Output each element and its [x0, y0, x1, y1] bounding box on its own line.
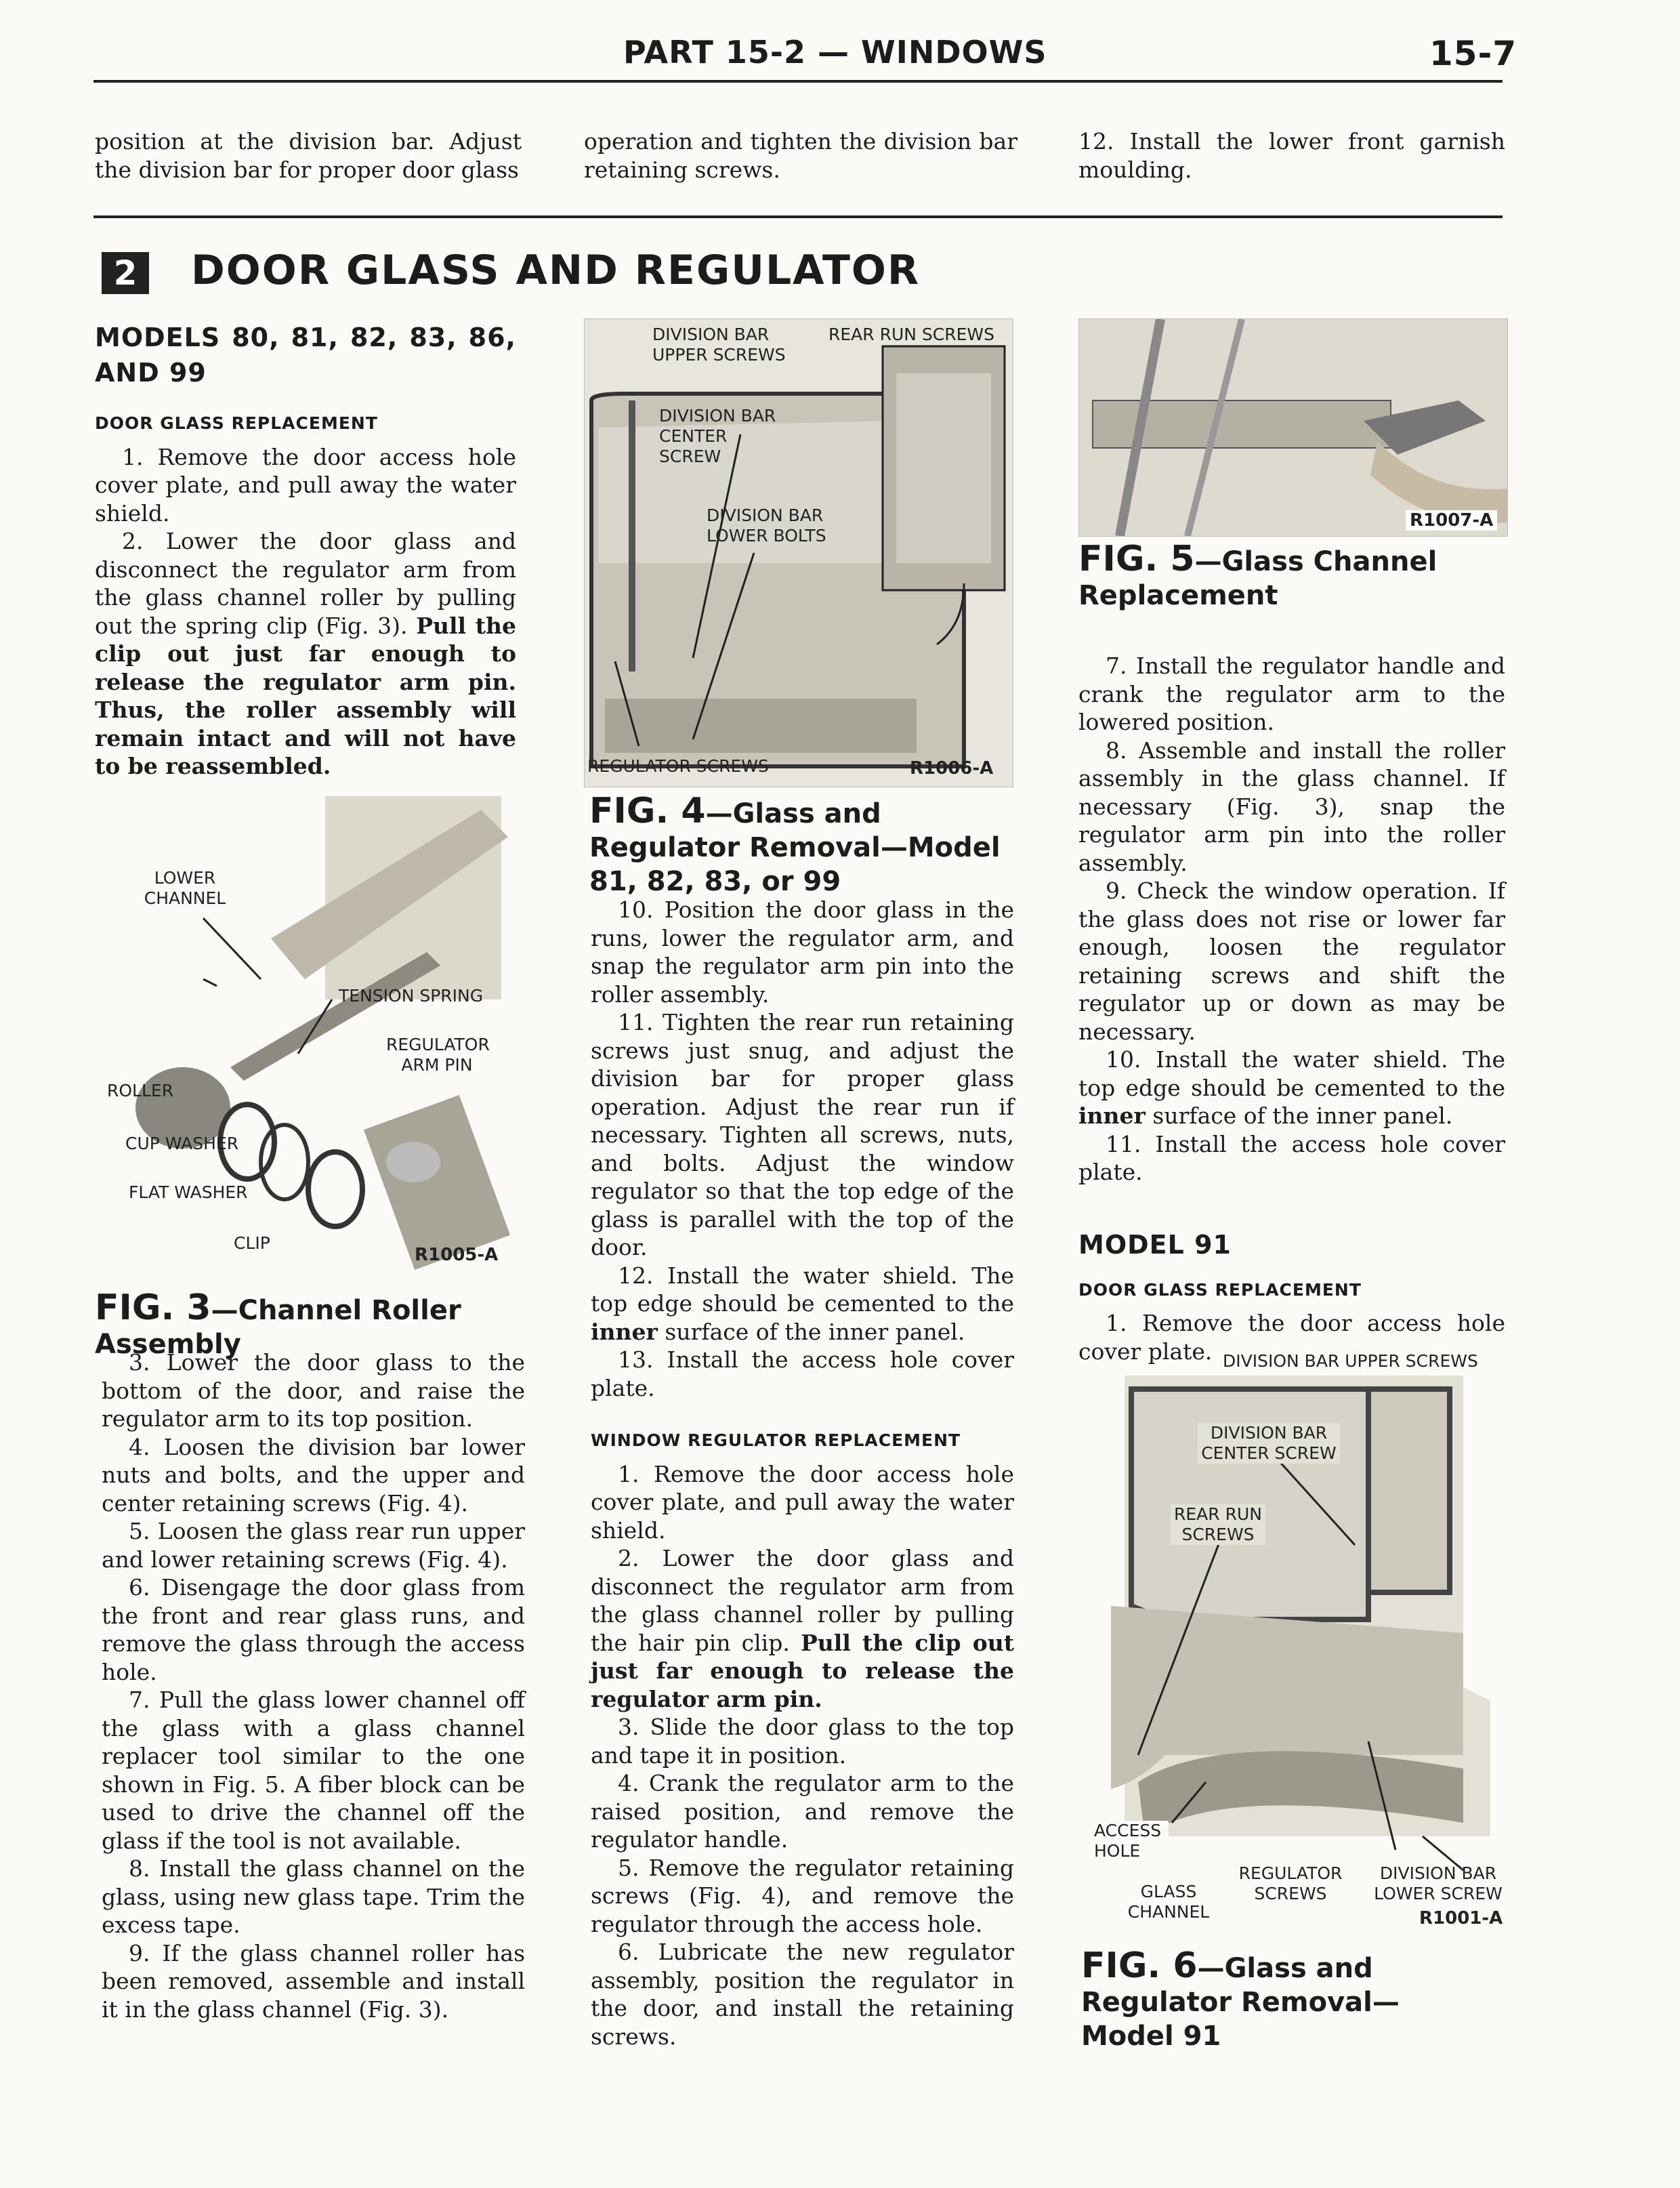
regulator-step-4: 4. Crank the regulator arm to the raised position, and remove the regulator handle. [591, 1770, 1014, 1853]
fig6-illustration [1084, 1348, 1511, 1931]
fig3-label-cup-washer: CUP WASHER [125, 1134, 239, 1153]
header-rule [93, 80, 1503, 83]
glass-channel-tool-drawing [1079, 319, 1507, 536]
step-3: 3. Lower the door glass to the bottom of the door, and raise the regulator arm to its top position. [102, 1349, 525, 1432]
models-heading: MODELS 80, 81, 82, 83, 86, AND 99 [95, 323, 516, 388]
fig5-code: R1007-A [1406, 510, 1497, 531]
section-number: 2 [113, 253, 138, 293]
fig3-illustration [102, 783, 516, 1271]
step-4: 4. Loosen the division bar lower nuts and bolts, and the upper and center retaining screws (Fig. 4). [102, 1433, 525, 1516]
step-11: 11. Tighten the rear run retaining screws just snug, and adjust the division bar for proper glass operation. Adjust the rear run if necessary. Tighten all screws, nuts, and bolts. Adjust the window regulator so that the top edge of the glass is parallel with the top of the door. [591, 1009, 1014, 1260]
section-number-box [102, 252, 149, 294]
col3-step-9: 9. Check the window operation. If the glass does not rise or lower far enough, loosen the regulator retaining screws and shift the regulator up or down as may be necessary. [1078, 878, 1505, 1045]
door-regulator-drawing [585, 319, 1013, 787]
step-13: 13. Install the access hole cover plate. [591, 1346, 1014, 1401]
fig6-label-division-bar-lower: DIVISION BAR LOWER SCREW [1374, 1863, 1503, 1903]
section-title: DOOR GLASS AND REGULATOR [191, 247, 921, 294]
fig3-label-flat-washer: FLAT WASHER [129, 1182, 248, 1202]
fig3-code: R1005-A [415, 1245, 499, 1265]
top-text-col2: operation and tighten the division bar retaining screws. [584, 128, 1017, 183]
fig6-label-access-hole: ACCESS HOLE [1094, 1821, 1169, 1861]
fig4-label-division-bar-upper: DIVISION BAR UPPER SCREWS [652, 325, 786, 365]
top-text-col3: 12. Install the lower front garnish moulding. [1078, 128, 1505, 183]
step-8: 8. Install the glass channel on the glass, using new glass tape. Trim the excess tape. [102, 1855, 525, 1938]
fig6-label-division-bar-upper: DIVISION BAR UPPER SCREWS [1223, 1351, 1478, 1371]
step-6: 6. Disengage the door glass from the front and rear glass runs, and remove the glass through the access hole. [102, 1574, 525, 1685]
column-1-lower [102, 1348, 525, 2023]
fig6-label-glass-channel: GLASS CHANNEL [1127, 1882, 1210, 1922]
fig3-label-tension-spring: TENSION SPRING [339, 986, 484, 1006]
fig3-label-roller: ROLLER [107, 1081, 174, 1100]
fig4-code: R1006-A [910, 758, 994, 779]
model-91-step-1: 1. Remove the door access hole cover plate. [1078, 1310, 1505, 1365]
window-regulator-replacement-heading: WINDOW REGULATOR REPLACEMENT [591, 1430, 961, 1450]
fig5-photo [1078, 318, 1508, 537]
fig3-label-regulator-arm-pin: REGULATOR ARM PIN [386, 1035, 490, 1075]
column-2 [591, 896, 1014, 2050]
section-rule [93, 215, 1503, 218]
model-91-door-glass-heading: DOOR GLASS REPLACEMENT [1078, 1279, 1362, 1300]
page-header-title: PART 15-2 — WINDOWS [623, 34, 1047, 70]
fig3-label-lower-channel: LOWER CHANNEL [144, 868, 226, 908]
column-3 [1078, 652, 1505, 1365]
regulator-step-1: 1. Remove the door access hole cover plate, and pull away the water shield. [591, 1460, 1014, 1544]
fig4-caption: FIG. 4—Glass and Regulator Removal—Model 81, 82, 83, or 99 [589, 791, 1001, 897]
page-number: 15-7 [1429, 34, 1517, 73]
fig4-label-regulator-screws: REGULATOR SCREWS [587, 756, 769, 776]
col3-step-11: 11. Install the access hole cover plate. [1078, 1130, 1505, 1185]
step-1: 1. Remove the door access hole cover plate, and pull away the water shield. [95, 443, 516, 527]
fig6-code: R1001-A [1419, 1908, 1503, 1928]
step-10: 10. Position the door glass in the runs, lower the regulator arm, and snap the regulator arm pin into the roller assembly. [591, 896, 1014, 1008]
fig6-caption: FIG. 6—Glass and Regulator Removal—Model 91 [1081, 1945, 1400, 2052]
fig3-caption: FIG. 3—Channel Roller Assembly [95, 1287, 461, 1360]
step-7: 7. Pull the glass lower channel off the glass with a glass channel replacer tool similar to the one shown in Fig. 5. A fiber block can be used to drive the channel off the glass if the tool is not available. [102, 1687, 525, 1854]
fig6-label-division-bar-center: DIVISION BAR CENTER SCREW [1198, 1423, 1340, 1464]
regulator-step-6: 6. Lubricate the new regulator assembly, position the regulator in the door, and install the retaining screws. [591, 1939, 1014, 2050]
top-text-col1: position at the division bar. Adjust the division bar for proper door glass [95, 128, 522, 183]
column-1-upper [95, 320, 516, 781]
step-5: 5. Loosen the glass rear run upper and lower retaining screws (Fig. 4). [102, 1518, 525, 1573]
regulator-step-2: 2. Lower the door glass and disconnect the regulator arm from the glass channel roller by pulling the hair pin clip. Pull the clip out just far enough to release the regulator arm pin. [591, 1545, 1014, 1712]
fig4-label-rear-run-screws: REAR RUN SCREWS [828, 325, 994, 344]
model-91-heading: MODEL 91 [1078, 1229, 1232, 1260]
fig6-label-regulator-screws: REGULATOR SCREWS [1238, 1863, 1343, 1903]
regulator-step-3: 3. Slide the door glass to the top and tape it in position. [591, 1714, 1014, 1769]
col3-step-7: 7. Install the regulator handle and crank the regulator arm to the lowered position. [1078, 653, 1505, 735]
fig4-label-division-bar-center: DIVISION BAR CENTER SCREW [659, 406, 776, 466]
step-2: 2. Lower the door glass and disconnect the regulator arm from the glass channel roller by pulling out the spring clip (Fig. 3). Pull the clip out just far enough to release the regulator arm pin. Thus, the roller assembly will remain intact and will not have to be reassembled. [95, 528, 516, 779]
fig4-label-division-bar-lower: DIVISION BAR LOWER BOLTS [707, 505, 826, 545]
fig6-label-rear-run-screws: REAR RUN SCREWS [1171, 1504, 1265, 1545]
step-9: 9. If the glass channel roller has been removed, assemble and install it in the glass channel (Fig. 3). [102, 1939, 525, 2023]
fig4-illustration [584, 318, 1013, 787]
fig3-label-clip: CLIP [234, 1233, 270, 1253]
step-12: 12. Install the water shield. The top edge should be cemented to the inner surface of the inner panel. [591, 1262, 1014, 1345]
door-glass-replacement-heading: DOOR GLASS REPLACEMENT [95, 413, 378, 433]
col3-step-8: 8. Assemble and install the roller assembly in the glass channel. If necessary (Fig. 3), snap the regulator arm pin into the roller assembly. [1078, 737, 1505, 876]
col3-step-10: 10. Install the water shield. The top edge should be cemented to the inner surface of the inner panel. [1078, 1046, 1505, 1129]
fig5-caption: FIG. 5—Glass Channel Replacement [1078, 539, 1437, 611]
regulator-step-5: 5. Remove the regulator retaining screws (Fig. 4), and remove the regulator through the access hole. [591, 1854, 1014, 1937]
